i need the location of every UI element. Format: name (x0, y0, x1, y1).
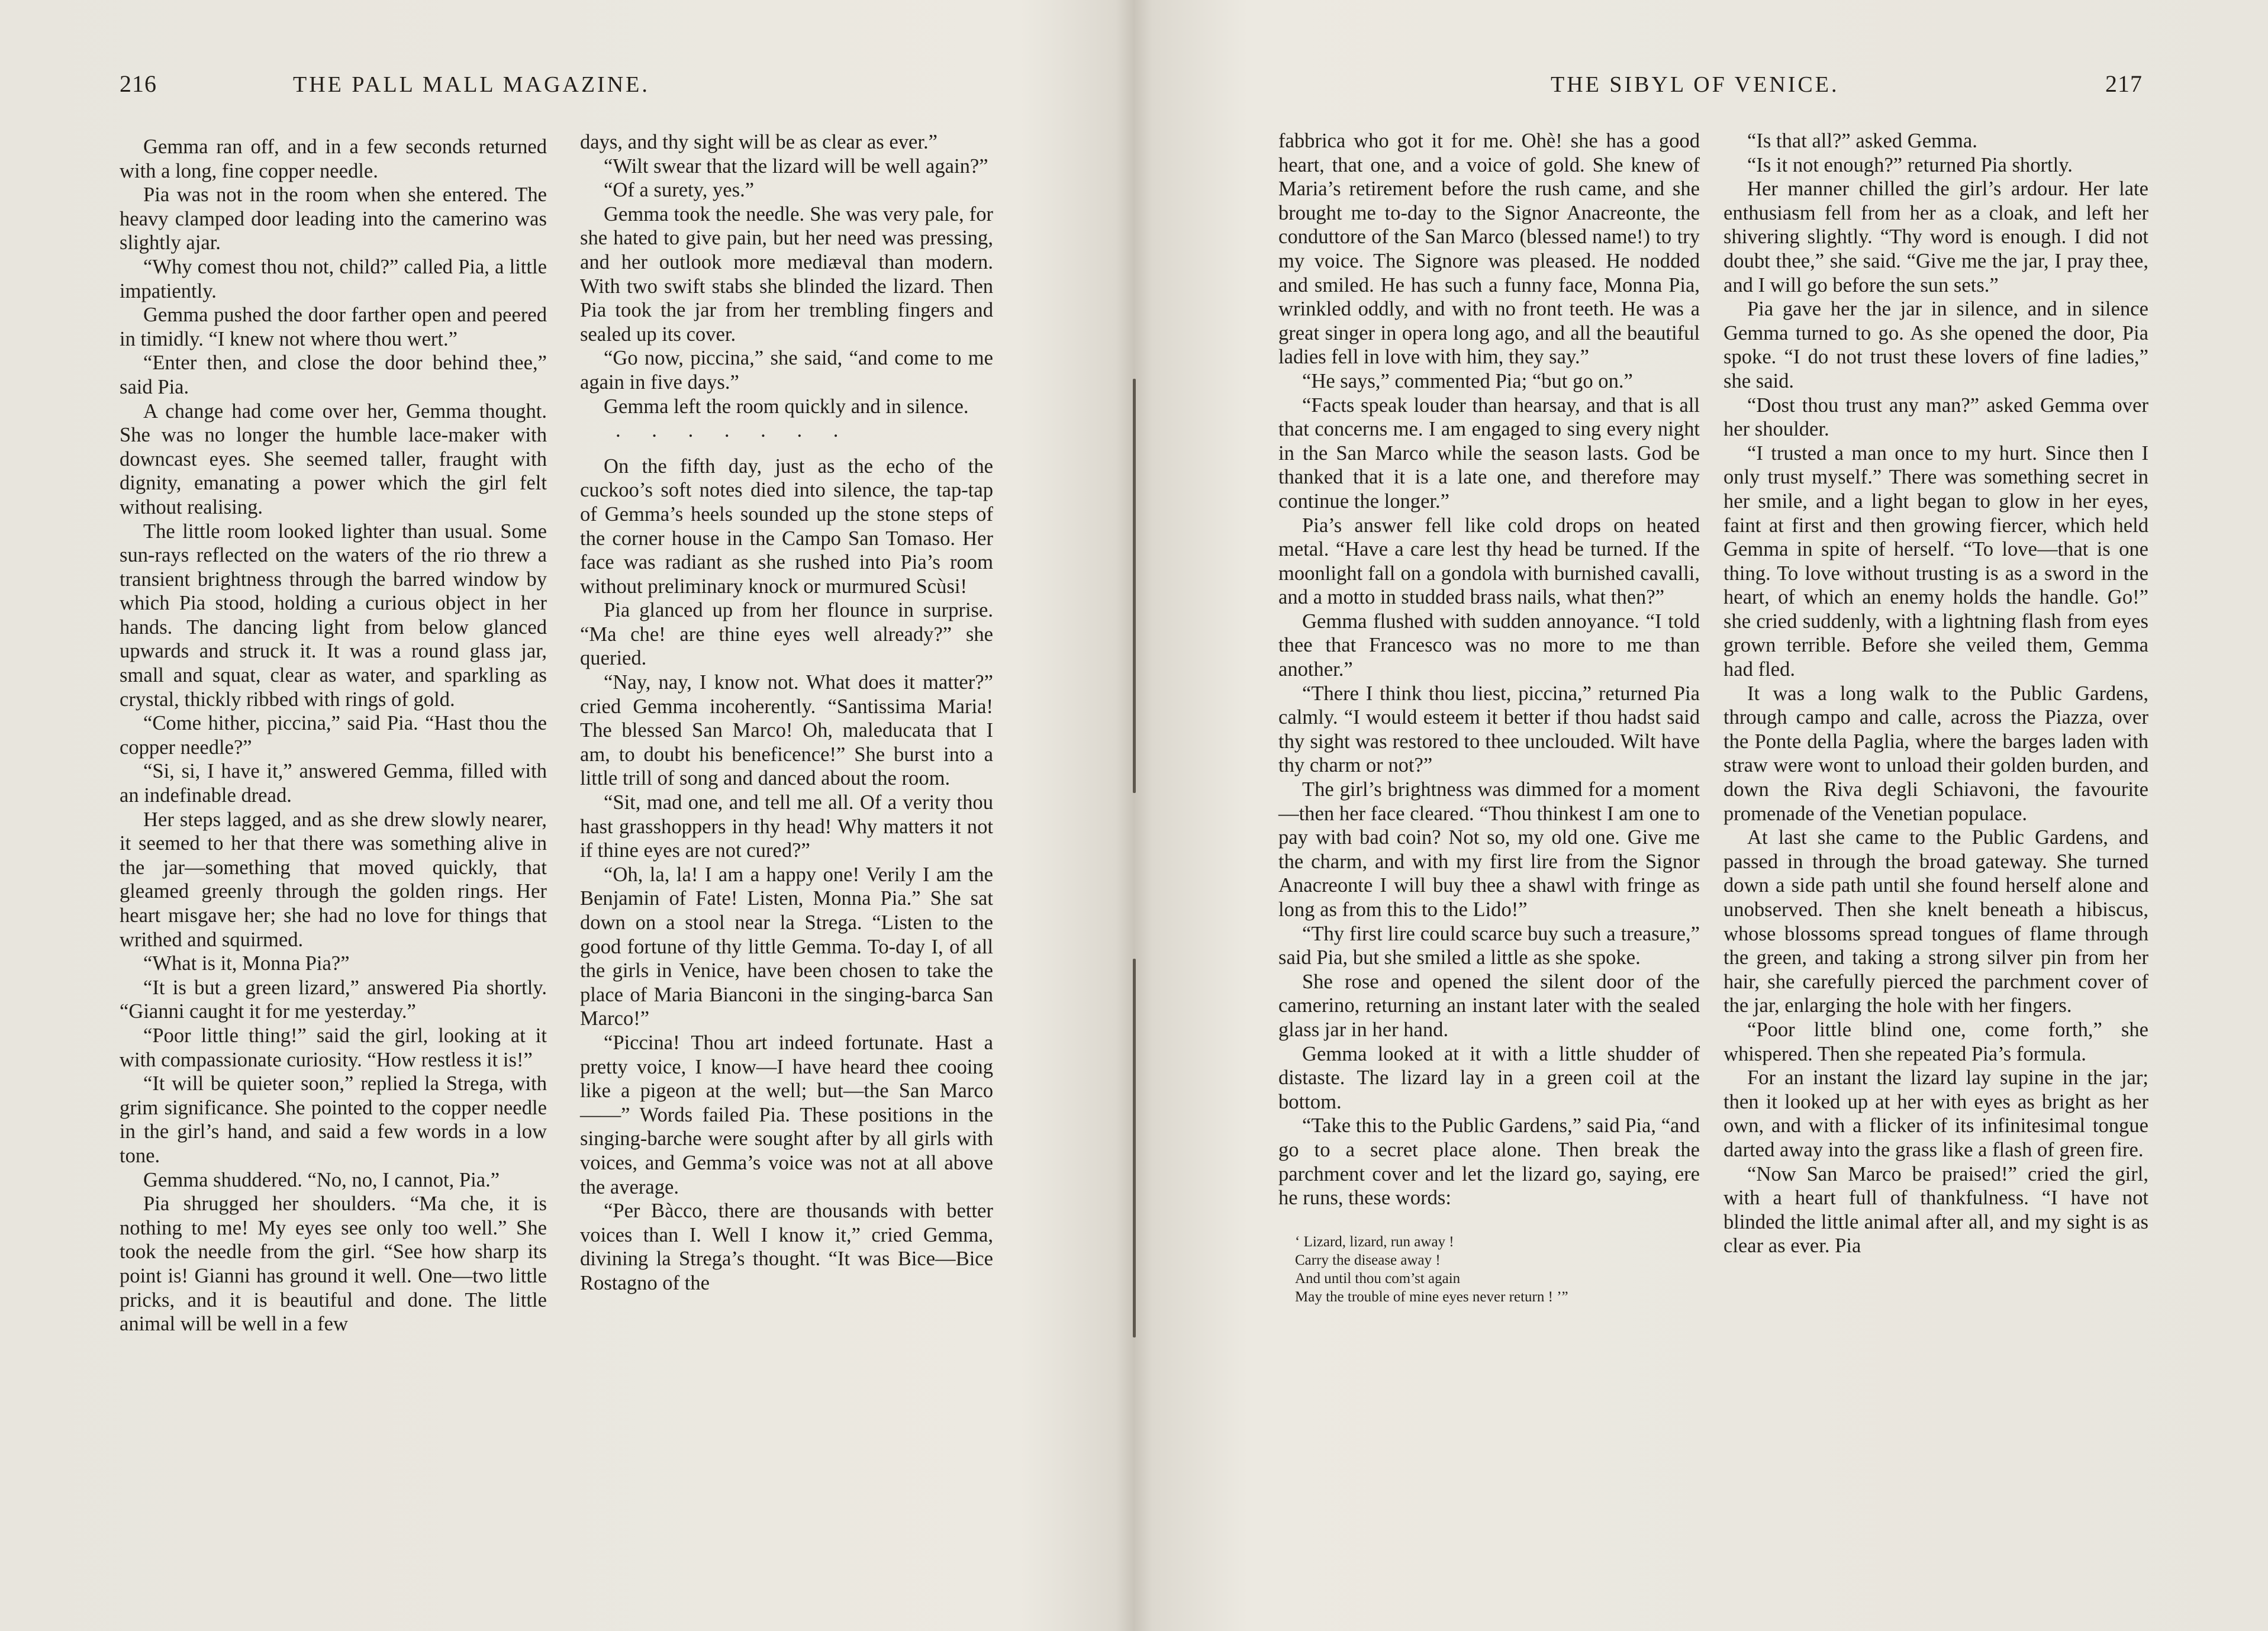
paragraph: “Oh, la, la! I am a happy one! Verily I am the Benjamin of Fate! Listen, Monna Pia.” She sat down on a stool near la Strega. “Listen to the good fortune of thy little Gemma. To-day I, of all the girls in Venice, have been chosen to take the place of Maria Bianconi in the singing-barca San Marco!” (580, 863, 993, 1030)
paragraph: Pia shrugged her shoulders. “Ma che, it is nothing to me! My eyes see only too well.” She took the needle from the girl. “See how sharp its point is! Gianni has ground it well. One—two little pricks, and it is beautiful and done. The little animal will be well in a few (120, 1192, 547, 1336)
right-running-head (1278, 70, 2143, 105)
paragraph: “What is it, Monna Pia?” (143, 952, 350, 975)
paragraph: Gemma looked at it with a little shudder of distaste. The lizard lay in a green coil at the bottom. (1278, 1042, 1700, 1113)
paragraph: “Come hither, piccina,” said Pia. “Hast thou the copper needle?” (120, 712, 547, 759)
paragraph: “I trusted a man once to my hurt. Since then I only trust myself.” There was something secret in her smile, and a light began to glow in her eyes, faint at first and then growing fiercer, which held Gemma in spite of herself. “To love—that is one thing. To love without trusting is as a sword in the heart, of which an enemy holds the handle. Go!” she cried suddenly, with a lightning flash from eyes grown terrible. Before she veiled them, Gemma had fled. (1723, 441, 2148, 681)
right-page-column-1 (1278, 129, 1700, 1306)
paragraph: “Wilt swear that the lizard will be well again?” (604, 154, 988, 178)
paragraph: “Is it not enough?” returned Pia shortly. (1747, 153, 2073, 176)
paragraph: “There I think thou liest, piccina,” returned Pia calmly. “I would esteem it better if thou hadst said thy sight was restored to thee unclouded. Wilt have thy charm or not?” (1278, 682, 1700, 777)
left-running-head (120, 70, 990, 105)
left-page-number: 216 (120, 70, 157, 97)
verse-line: Carry the disease away ! (1295, 1252, 1441, 1268)
paragraph: Gemma left the room quickly and in silence. (604, 395, 969, 418)
paragraph: Gemma flushed with sudden annoyance. “I told thee that Francesco was no more to me than another.” (1278, 610, 1700, 681)
paragraph: A change had come over her, Gemma thought. She was no longer the humble lace-maker with downcast eyes. She seemed taller, fraught with dignity, emanating a power which the girl felt without realising. (120, 399, 547, 518)
paragraph: Gemma ran off, and in a few seconds returned with a long, fine copper needle. (120, 136, 547, 182)
paragraph: Pia was not in the room when she entered. The heavy clamped door leading into the camerino was slightly ajar. (120, 183, 547, 254)
verse-line: And until thou com’st again (1295, 1270, 1461, 1287)
left-page-title: THE PALL MALL MAGAZINE. (293, 72, 650, 97)
left-page-column-2 (580, 130, 993, 1295)
paragraph: The girl’s brightness was dimmed for a moment—then her face cleared. “Thou thinkest I am one to pay with bad coin? Not so, my old one. Give me the charm, and with my first lire from the Signor Anacreonte I will buy thee a shawl with fringe as long as from this to the Lido!” (1278, 778, 1700, 921)
binding-gutter (1129, 71, 1140, 1491)
paragraph: For an instant the lizard lay supine in the jar; then it looked up at her with eyes as bright as her own, and with a flicker of its infinitesimal tongue darted away into the grass like a flash of green fire. (1723, 1066, 2148, 1161)
paragraph: “Now San Marco be praised!” cried the girl, with a heart full of thankfulness. “I have not blinded the little animal after all, and my sight is as clear as ever. Pia (1723, 1162, 2148, 1258)
paragraph: “Poor little blind one, come forth,” she whispered. Then she repeated Pia’s formula. (1723, 1018, 2148, 1065)
right-page-column-2 (1723, 129, 2148, 1258)
paragraph: “He says,” commented Pia; “but go on.” (1302, 369, 1633, 392)
paragraph: Gemma pushed the door farther open and peered in timidly. “I knew not where thou wert.” (120, 304, 547, 350)
paragraph: Pia glanced up from her flounce in surprise. “Ma che! are thine eyes well already?” she queried. (580, 599, 993, 670)
paragraph: “Why comest thou not, child?” called Pia, a little impatiently. (120, 255, 547, 302)
paragraph: . . . . . . . (616, 419, 852, 442)
paragraph: On the fifth day, just as the echo of the cuckoo’s soft notes died into silence, the tap-tap of Gemma’s heels sounded up the stone steps of the corner house in the Campo San Tomaso. Her face was radiant as she rushed into Pia’s room without preliminary knock or murmured Scùsi! (580, 455, 993, 598)
paragraph: fabbrica who got it for me. Ohè! she has a good heart, that one, and a voice of gold. She knew of Maria’s retirement before the rush came, and she brought me to-day to the Signor Anacreonte, the conduttore of the San Marco (blessed name!) to try my voice. The Signore was pleased. He nodded and smiled. He has such a funny face, Monna Pia, wrinkled oddly, and with no front teeth. He was a great singer in opera long ago, and all the beautiful ladies fell in love with him, they say.” (1278, 130, 1700, 369)
paragraph: “Of a surety, yes.” (604, 179, 755, 202)
paragraph: “Go now, piccina,” she said, “and come to me again in five days.” (580, 347, 993, 394)
paragraph: Pia gave her the jar in silence, and in silence Gemma turned to go. As she opened the door, Pia spoke. “I do not trust these lovers of fine ladies,” she said. (1723, 298, 2148, 392)
binding-stitch (1133, 379, 1136, 793)
paragraph: It was a long walk to the Public Gardens, through campo and calle, across the Piazza, over the Ponte della Paglia, where the barges laden with straw were wont to unload their golden burden, and down the Riva degli Schiavoni, the favourite promenade of the Venetian populace. (1723, 682, 2148, 825)
paragraph: “It is but a green lizard,” answered Pia shortly. “Gianni caught it for me yesterday.” (120, 976, 547, 1023)
paragraph: “Thy first lire could scarce buy such a treasure,” said Pia, but she smiled a little as she spoke. (1278, 922, 1700, 969)
paragraph: “Enter then, and close the door behind thee,” said Pia. (120, 352, 547, 398)
left-page-column-1 (120, 135, 547, 1336)
paragraph: “Piccina! Thou art indeed fortunate. Hast a pretty voice, I know—I have heard thee cooing like a pigeon at the well; but—the San Marco——” Words failed Pia. These positions in the singing-barche were sought after by all girls with voices, and Gemma’s voice was not at all above the average. (580, 1031, 993, 1198)
paragraph: Her steps lagged, and as she drew slowly nearer, it seemed to her that there was something alive in the jar—something that moved quickly, that gleamed greenly through the golden rings. Her heart misgave her; she had no love for things that writhed and squirmed. (120, 808, 547, 951)
binding-stitch (1133, 959, 1136, 1337)
right-page-title: THE SIBYL OF VENICE. (1551, 72, 1839, 97)
right-page-number: 217 (2105, 70, 2143, 97)
paragraph: Her manner chilled the girl’s ardour. Her late enthusiasm fell from her as a cloak, and left her shivering slightly. “Thy word is enough. I did not doubt thee,” she said. “Give me the jar, I pray thee, and I will go before the sun sets.” (1723, 178, 2148, 296)
paragraph: “Si, si, I have it,” answered Gemma, filled with an indefinable dread. (120, 760, 547, 807)
paragraph: “Facts speak louder than hearsay, and that is all that concerns me. I am engaged to sing every night in the San Marco while the season lasts. God be thanked that it is a late one, and therefore may continue the longer.” (1278, 394, 1700, 512)
paragraph: Pia’s answer fell like cold drops on heated metal. “Have a care lest thy head be turned. If the moonlight fall on a gondola with burnished cavalli, and a motto in studded brass nails, what then?” (1278, 514, 1700, 609)
paragraph: At last she came to the Public Gardens, and passed in through the broad gateway. She turned down a side path until she found herself alone and unobserved. Then she knelt beneath a hibiscus, whose blossoms spread tongues of flame through the green, and taking a strong silver pin from her hair, she carefully pierced the parchment cover of the jar, enlarging the hole with her fingers. (1723, 826, 2148, 1017)
paragraph: days, and thy sight will be as clear as ever.” (580, 131, 938, 153)
paragraph: “Poor little thing!” said the girl, looking at it with compassionate curiosity. “How restless it is!” (120, 1024, 547, 1071)
paragraph: The little room looked lighter than usual. Some sun-rays reflected on the waters of the rio threw a transient brightness through the barred window by which Pia stood, holding a curious object in her hands. The dancing light from below glanced upwards and struck it. It was a round glass jar, small and squat, clear as water, and sparkling as crystal, thickly ribbed with rings of gold. (120, 520, 547, 711)
paragraph: “Nay, nay, I know not. What does it matter?” cried Gemma incoherently. “Santissima Maria! The blessed San Marco! Oh, maleducata that I am, to doubt his beneficence!” She burst into a little trill of song and danced about the room. (580, 671, 993, 790)
paragraph: “Sit, mad one, and tell me all. Of a verity thou hast grasshoppers in thy head! Why matters it not if thine eyes are not cured?” (580, 791, 993, 862)
paragraph: “Per Bàcco, there are thousands with better voices than I. Well I know it,” cried Gemma, divining la Strega’s thought. “It was Bice—Bice Rostagno of the (580, 1200, 993, 1294)
paragraph: “Take this to the Public Gardens,” said Pia, “and go to a secret place alone. Then break the parchment cover and let the lizard go, saying, ere he runs, these words: (1278, 1114, 1700, 1210)
paragraph: Gemma took the needle. She was very pale, for she hated to give pain, but her need was pressing, and her outlook more mediæval than modern. With two swift stabs she blinded the lizard. Then Pia took the jar from her trembling fingers and sealed up its cover. (580, 202, 993, 346)
paragraph: “Is that all?” asked Gemma. (1747, 130, 1977, 152)
paragraph: “Dost thou trust any man?” asked Gemma over her shoulder. (1723, 394, 2148, 441)
paragraph: Gemma shuddered. “No, no, I cannot, Pia.” (143, 1168, 500, 1191)
verse-line: May the trouble of mine eyes never return ! ’” (1295, 1288, 1568, 1305)
verse-line: ‘ Lizard, lizard, run away ! (1295, 1233, 1454, 1250)
verse-block (1295, 1233, 1700, 1306)
paragraph: “It will be quieter soon,” replied la Strega, with grim significance. She pointed to the copper needle in the girl’s hand, and said a few words in a low tone. (120, 1072, 547, 1167)
paragraph: She rose and opened the silent door of the camerino, returning an instant later with the sealed glass jar in her hand. (1278, 970, 1700, 1041)
